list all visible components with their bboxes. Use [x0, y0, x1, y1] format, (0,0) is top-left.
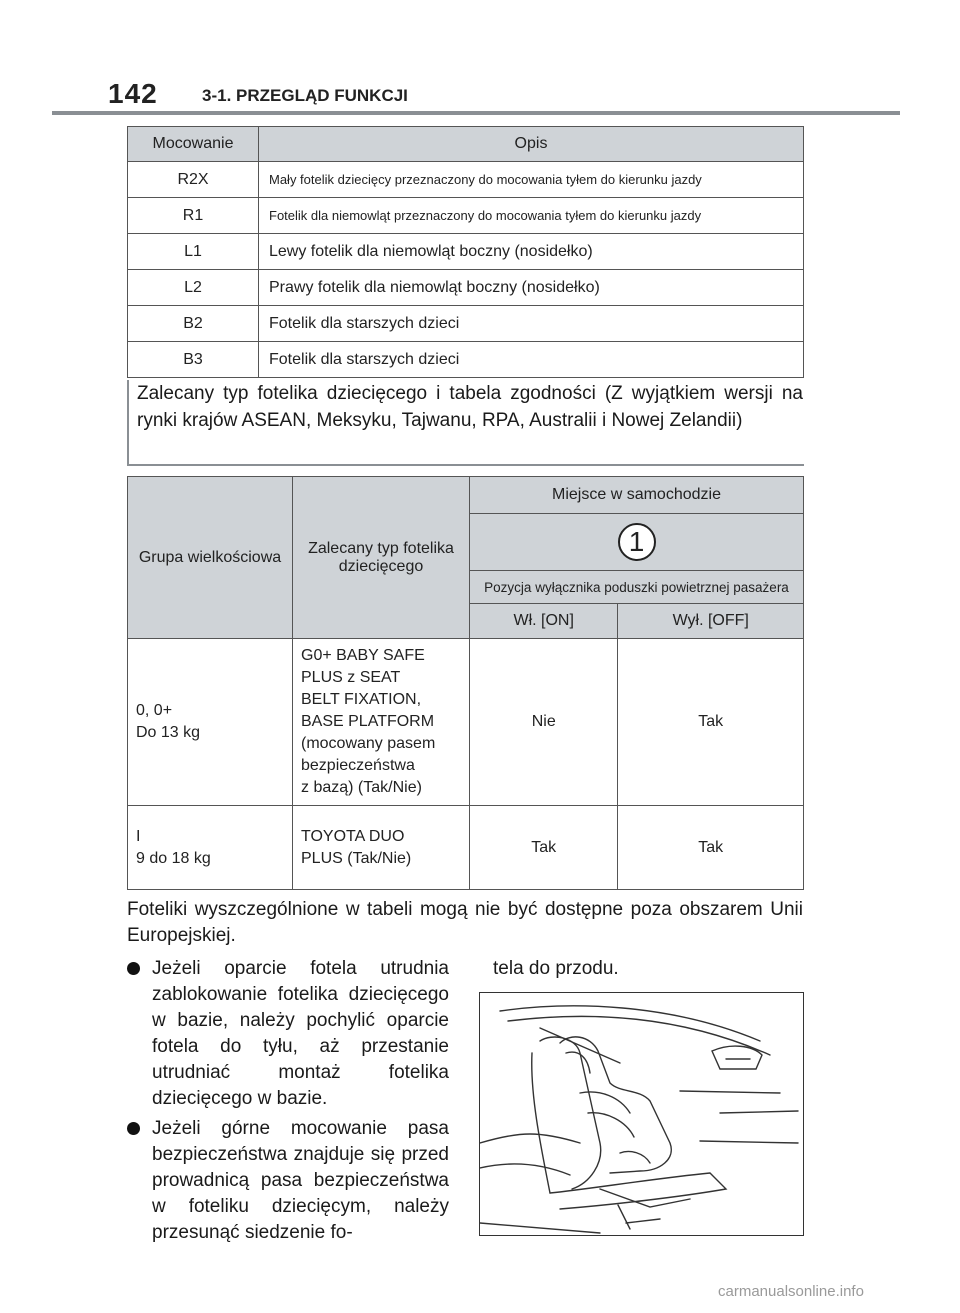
section-title: 3-1. PRZEGLĄD FUNKCJI [202, 86, 408, 105]
on-header: Wł. [ON] [470, 604, 618, 639]
table-row [128, 234, 804, 270]
mount-desc: Fotelik dla starszych dzieci [259, 306, 804, 342]
seat-line: BASE PLATFORM [301, 713, 435, 730]
off-value: Tak [618, 639, 804, 806]
seat-line: BELT FIXATION, [301, 691, 422, 708]
group-line: I [136, 827, 141, 845]
bullet-list [127, 956, 449, 1250]
caption-underline [127, 464, 804, 466]
compatibility-table [127, 476, 804, 890]
continuation-text: tela do przodu. [493, 958, 619, 979]
mount-table-header [128, 127, 804, 162]
list-item [127, 1116, 449, 1246]
group-cell [128, 639, 293, 806]
car-seat-icon [480, 993, 803, 1235]
availability-note: Foteliki wyszczególnione w tabeli mogą nie być dostępne poza obszarem Unii Europejskiej. [127, 899, 803, 946]
header-rule [52, 111, 900, 115]
seat-line: z bazą) (Tak/Nie) [301, 779, 422, 796]
mount-code: R1 [128, 198, 259, 234]
seat-position-cell [470, 514, 804, 571]
group-line: Do 13 kg [136, 724, 201, 741]
group-header: Grupa wielkościowa [128, 477, 293, 639]
table-row [128, 639, 804, 806]
mount-desc: Fotelik dla starszych dzieci [259, 342, 804, 378]
mount-desc: Lewy fotelik dla niemowląt boczny (nosidełko) [259, 234, 804, 270]
seat-type-cell [293, 806, 470, 890]
caption-bar [127, 380, 129, 464]
seat-line: PLUS z SEAT [301, 669, 401, 686]
mount-code: L1 [128, 234, 259, 270]
seat-type-cell [293, 639, 470, 806]
mount-desc: Fotelik dla niemowląt przeznaczony do mocowania tyłem do kierunku jazdy [259, 198, 804, 234]
table-row [128, 198, 804, 234]
mount-desc: Prawy fotelik dla niemowląt boczny (nosidełko) [259, 270, 804, 306]
table-row [128, 306, 804, 342]
bullet-dot-icon [127, 962, 140, 975]
mount-header-desc: Opis [259, 127, 804, 162]
seat-line: (mocowany pasem [301, 735, 436, 752]
off-header: Wył. [OFF] [618, 604, 804, 639]
on-value: Nie [470, 639, 618, 806]
table-row [128, 270, 804, 306]
seat-line: TOYOTA DUO [301, 827, 405, 845]
list-item [127, 956, 449, 1112]
bullet-text: Jeżeli oparcie fotela utrudnia zablokowanie fotelika dziecięcego w bazie, należy pochylić oparcie fotela do tyłu, aż przestanie utrudniać montaż fotelika dziecięcego w bazie. [152, 958, 449, 1109]
seat-line: bezpieczeństwa [301, 757, 415, 774]
car-seat-illustration [479, 992, 804, 1236]
group-line: 0, 0+ [136, 702, 173, 719]
page-number: 142 [108, 78, 158, 109]
watermark: carmanualsonline.info [718, 1283, 864, 1300]
mount-code: B3 [128, 342, 259, 378]
bullet-text: Jeżeli górne mocowanie pasa bezpieczeństwa znajduje się przed prowadnicą pasa bezpieczeństwa w foteliku dziecięcym, należy przesunąć siedzenie fo- [152, 1118, 449, 1243]
on-value: Tak [470, 806, 618, 890]
mount-code: L2 [128, 270, 259, 306]
mount-code: R2X [128, 162, 259, 198]
table-row [128, 342, 804, 378]
group-line: 9 do 18 kg [136, 849, 211, 867]
seat-line: PLUS (Tak/Nie) [301, 849, 412, 867]
airbag-switch-header: Pozycja wyłącznika poduszki powietrznej pasażera [470, 571, 804, 604]
page-header [108, 78, 908, 114]
seat-line: G0+ BABY SAFE [301, 647, 425, 664]
recommended-header: Zalecany typ fotelika dziecięcego [293, 477, 470, 639]
bullet-dot-icon [127, 1122, 140, 1135]
off-value: Tak [618, 806, 804, 890]
table-row [128, 806, 804, 890]
mount-desc: Mały fotelik dziecięcy przeznaczony do mocowania tyłem do kierunku jazdy [259, 162, 804, 198]
mount-code: B2 [128, 306, 259, 342]
caption-text: Zalecany typ fotelika dziecięcego i tabela zgodności (Z wyjątkiem wersji na rynki krajów ASEAN, Meksyku, Tajwanu, RPA, Australii i Nowej Zelandii) [137, 383, 803, 431]
seat-number-icon: 1 [618, 523, 656, 561]
table-row [128, 162, 804, 198]
mount-header-code: Mocowanie [128, 127, 259, 162]
mount-table [127, 126, 804, 378]
group-cell [128, 806, 293, 890]
table-caption [127, 380, 803, 464]
position-header: Miejsce w samochodzie [470, 477, 804, 514]
